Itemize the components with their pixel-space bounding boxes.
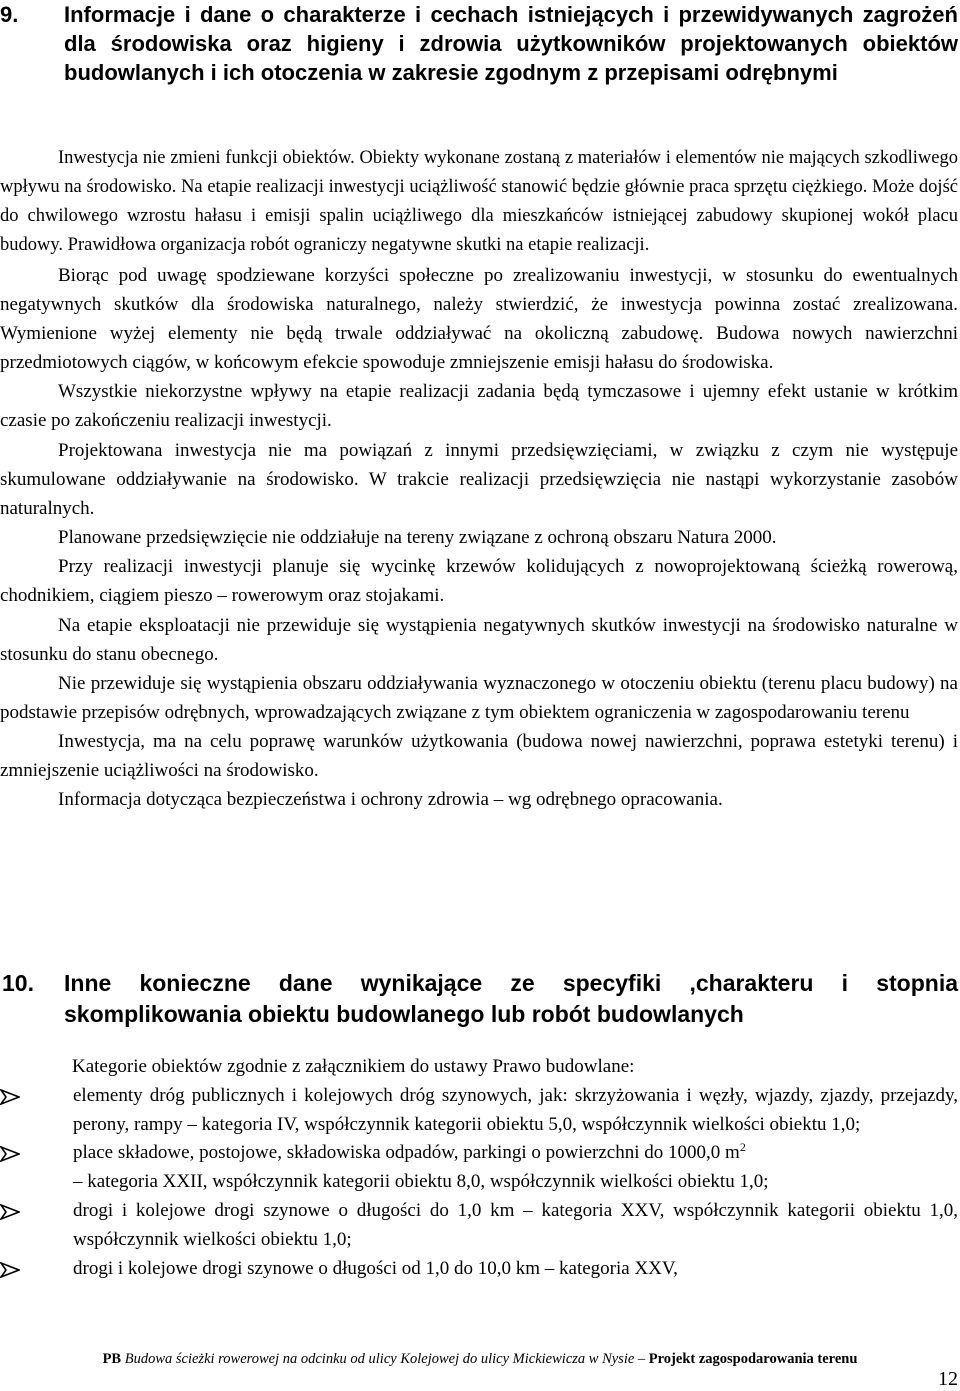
footer-dash: –: [637, 1351, 646, 1367]
page-number: 12: [938, 1368, 958, 1390]
section-10-heading: [0, 968, 960, 1030]
list-intro: Kategorie obiektów zgodnie z załącznikiem do ustawy Prawo budowlane:: [72, 1056, 635, 1077]
arrowhead-bullet-icon: [0, 1262, 20, 1278]
category-list: [0, 1082, 958, 1284]
paragraph: Inwestycja nie zmieni funkcji obiektów. Obiekty wykonane zostaną z materiałów i elementów nie mających szkodliwego wpływu na środowisko. Na etapie realizacji inwestycji uciążliwość stanowić będzie głównie praca sprzętu ciężkiego. Może dojść do chwilowego wzrostu hałasu i emisji spalin uciążliwego dla mieszkańców istniejącej zabudowy skupionej wokół placu budowy. Prawidłowa organizacja robót ograniczy negatywne skutki na etapie realizacji.: [0, 148, 958, 256]
list-item-text-continuation: – kategoria XXII, współczynnik kategorii obiektu 8,0, współczynnik wielkości obiektu 1,0;: [73, 1171, 769, 1193]
paragraph: Informacja dotycząca bezpieczeństwa i ochrony zdrowia – wg odrębnego opracowania.: [58, 789, 723, 811]
paragraph: Nie przewiduje się wystąpienia obszaru oddziaływania wyznaczonego w otoczeniu obiektu (terenu placu budowy) na podstawie przepisów odrębnych, wprowadzających związane z tym obiektem ograniczenia w zagospodarowaniu terenu: [0, 672, 958, 723]
section-9-body: [0, 144, 958, 815]
list-item: [0, 1197, 958, 1255]
list-item-text: drogi i kolejowe drogi szynowe o długości od 1,0 do 10,0 km – kategoria XXV,: [73, 1257, 678, 1279]
list-item-text: elementy dróg publicznych i kolejowych dróg szynowych, jak: skrzyżowania i węzły, wjazdy, zjazdy, przejazdy, perony, rampy – kategoria IV, współczynnik kategorii obiektu 5,0, współczynnik wielkości obiektu 1,0;: [73, 1084, 958, 1135]
footer-project-name: Budowa ścieżki rowerowej na odcinku od ulicy Kolejowej do ulicy Mickiewicza w Nysie: [124, 1351, 635, 1367]
page-footer: [0, 1349, 960, 1369]
section-9-heading: [0, 0, 960, 87]
category-list-block: [0, 1053, 958, 1283]
arrowhead-bullet-icon: [0, 1204, 20, 1220]
list-item: [0, 1139, 958, 1197]
paragraph: Projektowana inwestycja nie ma powiązań z innymi przedsięwzięciami, w związku z czym nie występuje skumulowane oddziaływanie na środowisko. W trakcie realizacji przedsięwzięcia nie nastąpi wykorzystanie zasobów naturalnych.: [0, 439, 958, 519]
list-item-text: place składowe, postojowe, składowiska odpadów, parkingi o powierzchni do 1000,0 m: [73, 1142, 740, 1164]
paragraph: Wszystkie niekorzystne wpływy na etapie realizacji zadania będą tymczasowe i ujemny efekt ustanie w krótkim czasie po zakończeniu realizacji inwestycji.: [0, 381, 958, 432]
paragraph: Przy realizacji inwestycji planuje się wycinkę krzewów kolidujących z nowoprojektowaną ścieżką rowerową, chodnikiem, ciągiem pieszo – rowerowym oraz stojakami.: [0, 556, 958, 607]
section-9-title: Informacje i dane o charakterze i cechach istniejących i przewidywanych zagrożeń dla środowiska oraz higieny i zdrowia użytkowników projektowanych obiektów budowlanych i ich otoczenia w zakresie zgodnym z przepisami odrębnymi: [64, 2, 958, 85]
list-item-text: drogi i kolejowe drogi szynowe o długości do 1,0 km – kategoria XXV, współczynnik kategorii obiektu 1,0, współczynnik wielkości obiektu 1,0;: [73, 1199, 958, 1250]
paragraph: Na etapie eksploatacji nie przewiduje się wystąpienia negatywnych skutków inwestycji na środowisko naturalne w stosunku do stanu obecnego.: [0, 614, 958, 665]
list-item: [0, 1255, 958, 1284]
section-10-title: Inne konieczne dane wynikające ze specyfiki ,charakteru i stopnia skomplikowania obiektu budowlanego lub robót budowlanych: [64, 970, 958, 1027]
paragraph: Planowane przedsięwzięcie nie oddziałuje na tereny związane z ochroną obszaru Natura 2000.: [58, 527, 777, 549]
footer-document-type: Projekt zagospodarowania terenu: [648, 1351, 858, 1367]
section-10-number: 10.: [2, 970, 34, 996]
superscript-exponent: 2: [739, 1140, 746, 1155]
paragraph: Biorąc pod uwagę spodziewane korzyści społeczne po zrealizowaniu inwestycji, w stosunku do ewentualnych negatywnych skutków dla środowiska naturalnego, należy stwierdzić, że inwestycja powinna zostać zrealizowana. Wymienione wyżej elementy nie będą trwale oddziaływać na okoliczną zabudowę. Budowa nowych nawierzchni przedmiotowych ciągów, w końcowym efekcie spowoduje zmniejszenie emisji hałasu do środowiska.: [0, 264, 958, 374]
footer-code: PB: [102, 1351, 122, 1367]
list-item: [0, 1082, 958, 1140]
section-9-number: 9.: [0, 2, 19, 27]
arrowhead-bullet-icon: [0, 1146, 20, 1162]
arrowhead-bullet-icon: [0, 1089, 20, 1105]
paragraph: Inwestycja, ma na celu poprawę warunków użytkowania (budowa nowej nawierzchni, poprawa estetyki terenu) i zmniejszenie uciążliwości na środowisko.: [0, 731, 958, 782]
